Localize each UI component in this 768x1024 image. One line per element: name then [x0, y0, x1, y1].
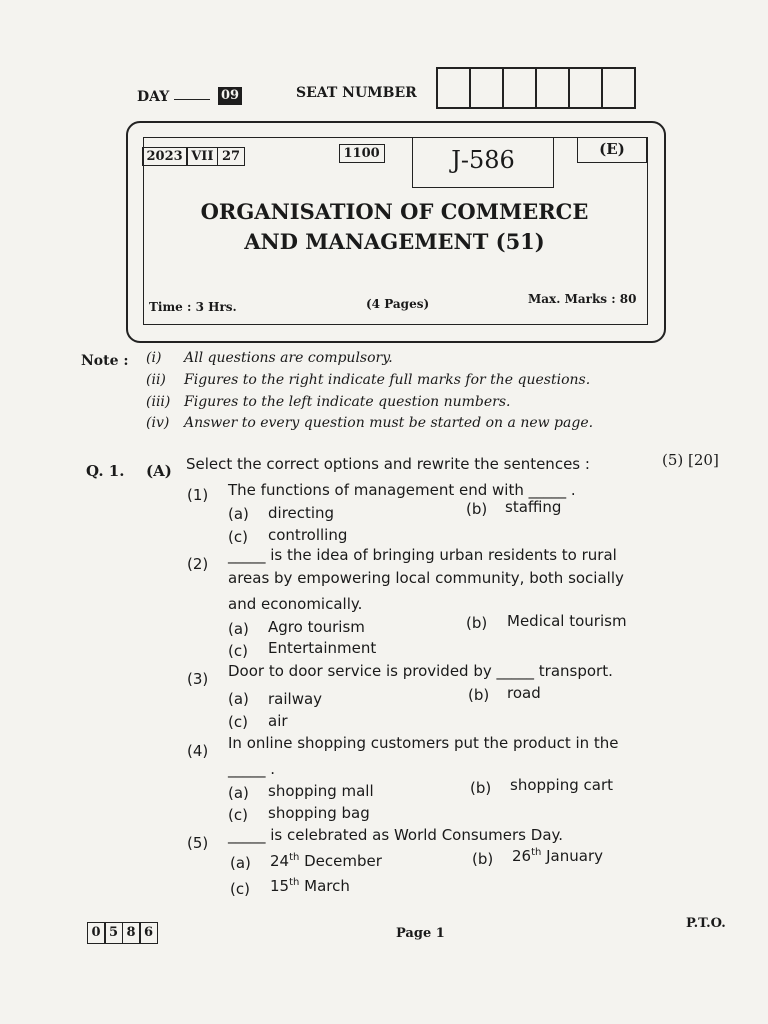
option-text: road	[507, 684, 541, 702]
code-digit: 8	[122, 922, 141, 944]
exam-code: J-586	[412, 137, 554, 188]
note-item	[146, 350, 393, 366]
option-text: 15th March	[270, 877, 350, 895]
item-text: and economically.	[228, 595, 363, 613]
option-label: (b)	[470, 779, 492, 797]
option-label: (b)	[472, 850, 494, 868]
note-number: (iv)	[146, 415, 170, 431]
option-text: staffing	[505, 498, 562, 516]
option-label: (a)	[230, 854, 251, 872]
option-label: (c)	[228, 806, 248, 824]
day-divider	[174, 99, 210, 100]
question-instruction: Select the correct options and rewrite the sentences :	[186, 455, 590, 473]
exam-year: 2023	[142, 147, 188, 166]
item-text: areas by empowering local community, both socially	[228, 569, 624, 587]
option-label: (c)	[228, 528, 248, 546]
seat-digit-box	[535, 67, 570, 109]
option-text: directing	[268, 504, 335, 522]
code-digit: 5	[104, 922, 123, 944]
seat-digit-box	[436, 67, 471, 109]
option-text: 26th January	[512, 847, 603, 865]
subject-title-line1: ORGANISATION OF COMMERCE	[200, 199, 589, 224]
paper-code: 1100	[339, 144, 385, 163]
exam-date-code	[143, 147, 245, 166]
item-number: (4)	[187, 742, 209, 760]
item-number: (3)	[187, 670, 209, 688]
item-number: (2)	[187, 555, 209, 573]
option-label: (a)	[228, 620, 249, 638]
option-label: (a)	[228, 690, 249, 708]
item-text: In online shopping customers put the product in the	[228, 734, 619, 752]
option-text: shopping mall	[268, 782, 374, 800]
item-number: (1)	[187, 486, 209, 504]
question-number: Q. 1.	[86, 462, 125, 480]
option-text: Agro tourism	[268, 618, 365, 636]
exam-time: Time : 3 Hrs.	[149, 300, 237, 314]
exam-month: VII	[186, 147, 218, 166]
option-label: (b)	[468, 686, 490, 704]
note-number: (i)	[146, 350, 162, 366]
option-text: 24th December	[270, 852, 382, 870]
note-number: (ii)	[146, 372, 166, 388]
seat-digit-box	[601, 67, 636, 109]
option-text: shopping bag	[268, 804, 370, 822]
option-text: controlling	[268, 526, 348, 544]
page-count: (4 Pages)	[366, 297, 430, 311]
note-text: All questions are compulsory.	[184, 350, 393, 366]
option-label: (b)	[466, 614, 488, 632]
option-label: (c)	[228, 642, 248, 660]
option-label: (c)	[228, 713, 248, 731]
subject-title-line2: AND MANAGEMENT (51)	[244, 229, 545, 254]
day-value: 09	[218, 87, 242, 105]
item-text: _____ is the idea of bringing urban residents to rural	[228, 546, 617, 564]
note-item	[146, 372, 590, 388]
paper-code-footer	[88, 922, 158, 944]
note-text: Figures to the left indicate question numbers.	[184, 394, 511, 410]
day-label: DAY	[137, 89, 170, 105]
note-item	[146, 415, 593, 431]
note-text: Answer to every question must be started on a new page.	[184, 415, 594, 431]
seat-digit-box	[502, 67, 537, 109]
max-marks: Max. Marks : 80	[528, 292, 637, 306]
option-text: Entertainment	[268, 639, 377, 657]
code-digit: 6	[139, 922, 158, 944]
medium-code: (E)	[577, 137, 647, 163]
option-label: (c)	[230, 880, 250, 898]
note-number: (iii)	[146, 394, 171, 410]
item-text: Door to door service is provided by _____ transport.	[228, 662, 613, 680]
question-marks: (5) [20]	[662, 451, 719, 469]
note-text: Figures to the right indicate full marks for the questions.	[184, 372, 591, 388]
item-text: _____ is celebrated as World Consumers Day.	[228, 826, 564, 844]
item-number: (5)	[187, 834, 209, 852]
note-label: Note :	[81, 353, 129, 369]
exam-date: 27	[217, 147, 245, 166]
seat-digit-box	[469, 67, 504, 109]
option-text: railway	[268, 690, 323, 708]
option-text: shopping cart	[510, 776, 613, 794]
note-item	[146, 394, 511, 410]
paper-code-box	[340, 144, 385, 163]
option-text: air	[268, 712, 288, 730]
seat-digit-box	[568, 67, 603, 109]
question-part: (A)	[146, 462, 172, 480]
page-number: Page 1	[396, 926, 445, 941]
option-text: Medical tourism	[507, 612, 627, 630]
item-text: _____ .	[228, 760, 276, 778]
option-label: (b)	[466, 500, 488, 518]
item-text: The functions of management end with _____ .	[228, 481, 576, 499]
code-digit: 0	[87, 922, 106, 944]
please-turn-over: P.T.O.	[686, 916, 726, 931]
seat-number-boxes	[438, 67, 636, 109]
seat-number-label: SEAT NUMBER	[296, 85, 417, 101]
option-label: (a)	[228, 505, 249, 523]
option-label: (a)	[228, 784, 249, 802]
